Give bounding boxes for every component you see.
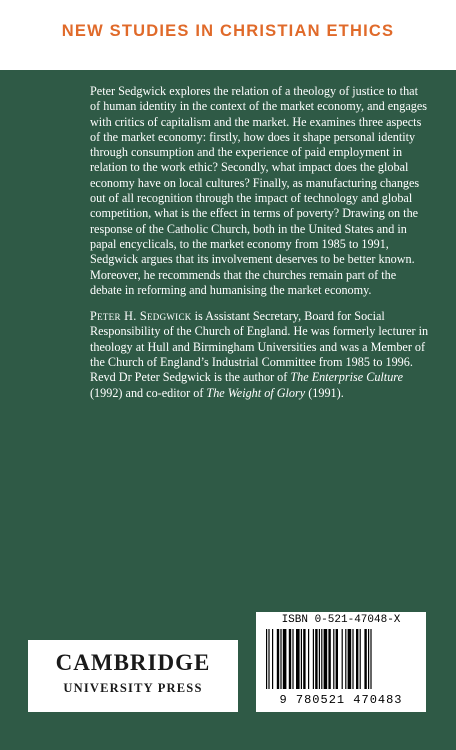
barcode-bar: [303, 629, 305, 689]
barcode-bar: [268, 629, 269, 689]
barcode-bar: [301, 629, 302, 689]
cover-text: [90, 84, 430, 412]
barcode-bar: [308, 629, 309, 689]
barcode-bar: [266, 629, 267, 689]
barcode-bar: [333, 629, 334, 689]
publisher-logo: [28, 640, 238, 712]
author-name: Peter H. Sedgwick: [90, 309, 192, 324]
barcode-bar: [368, 629, 369, 689]
barcode-bar: [370, 629, 371, 689]
barcode-bar: [280, 629, 281, 689]
barcode-icon: [264, 629, 418, 691]
barcode-bar: [321, 629, 322, 689]
author-bio-text-3: (1991).: [305, 385, 344, 400]
barcode-bar: [364, 629, 366, 689]
book-title-2: The Weight of Glory: [206, 385, 306, 400]
barcode-bar: [348, 629, 352, 689]
publisher-name: CAMBRIDGE: [55, 650, 211, 675]
blurb-paragraph: Peter Sedgwick explores the relation of a theology of justice to that of human identity in the context of the market economy, and engages with critics of capitalism and the market. He examines three aspects of the market economy: firstly, how does it shape personal identity through consumption and the experience of paid employment in relation to the work ethic? Secondly, what impact does the global economy have on local cultures? Finally, as manufacturing changes out of all recognition through the impact of technology and global competition, what is the effect in terms of poverty? Drawing on the response of the Catholic Church, both in the United States and in papal encyclicals, to the market economy from 1985 to 1991, Sedgwick argues that its involvement deserves to be better known. Moreover, he recommends that the churches remain part of the debate in reforming and humanising the market economy.: [90, 84, 427, 297]
barcode-bar: [345, 629, 346, 689]
series-band: [0, 0, 456, 70]
barcode-bar: [324, 629, 328, 689]
barcode-panel: [256, 612, 426, 712]
barcode-bar: [336, 629, 338, 689]
author-bio: [90, 309, 430, 401]
series-title: NEW STUDIES IN CHRISTIAN ETHICS: [61, 22, 395, 40]
barcode-bar: [328, 629, 330, 689]
author-bio-text-2: (1992) and co-editor of: [90, 385, 207, 400]
barcode-bar: [289, 629, 291, 689]
isbn-text: ISBN 0-521-47048-X: [281, 614, 401, 626]
publisher-subtitle: UNIVERSITY PRESS: [63, 681, 203, 695]
barcode-bar: [315, 629, 317, 689]
barcode-bar: [277, 629, 279, 689]
barcode-bar: [356, 629, 358, 689]
barcode-bar: [313, 629, 314, 689]
book-title-1: The Enterprise Culture: [290, 370, 403, 385]
barcode-bar: [283, 629, 287, 689]
barcode-bar: [292, 629, 293, 689]
barcode-bar: [360, 629, 361, 689]
author-bio-text-1: is Assistant Secretary, Board for Social Responsibility of the Church of England. He was formerly lecturer in theology at Hull and Birmingham Universities and was a Member of the Church of England’s Industrial Committee from 1985 to 1996. Revd Dr Peter Sedgwick is the author of: [90, 309, 429, 385]
barcode-bar: [352, 629, 353, 689]
barcode-bar: [319, 629, 320, 689]
barcode-bar: [272, 629, 273, 689]
barcode-bar: [342, 629, 343, 689]
barcode-bar: [296, 629, 300, 689]
barcode-digits: 9 780521 470483: [279, 693, 403, 707]
